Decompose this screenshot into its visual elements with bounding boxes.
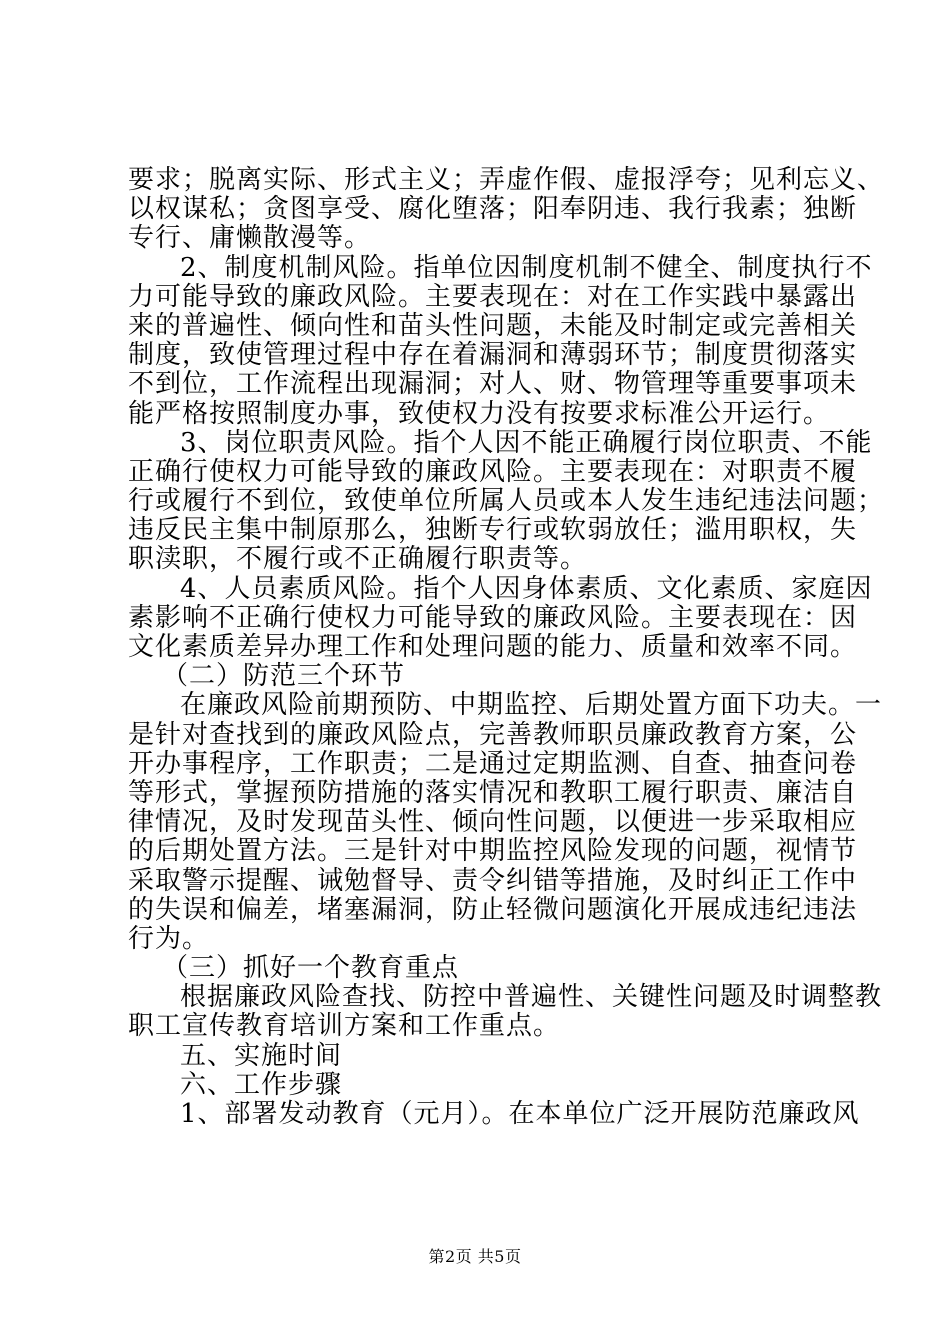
section-heading: 五、实施时间 [180, 1040, 343, 1071]
text-line: 采取警示提醒、诫勉督导、责令纠错等措施，及时纠正工作中 [128, 865, 858, 896]
text-line: 职渎职，不履行或不正确履行职责等。 [128, 544, 588, 575]
text-line: 等形式，掌握预防措施的落实情况和教职工履行职责、廉洁自 [128, 777, 858, 808]
text-line: 要求；脱离实际、形式主义；弄虚作假、虚报浮夸；见利忘义、 [128, 165, 885, 195]
text-line: 律情况，及时发现苗头性、倾向性问题，以便进一步采取相应 [128, 807, 858, 838]
text-line: 是针对查找到的廉政风险点，完善教师职员廉政教育方案，公 [128, 719, 858, 750]
paragraph-start: 根据廉政风险查找、防控中普遍性、关键性问题及时调整教 [180, 982, 883, 1013]
paragraph-start: 1、部署发动教育（元月）。在本单位广泛开展防范廉政风 [180, 1099, 860, 1129]
text-line: 素影响不正确行使权力可能导致的廉政风险。主要表现在：因 [128, 602, 858, 633]
text-line: 来的普遍性、倾向性和苗头性问题，未能及时制定或完善相关 [128, 310, 858, 341]
text-line: 正确行使权力可能导致的廉政风险。主要表现在：对职责不履 [128, 456, 858, 487]
text-line: 文化素质差异办理工作和处理问题的能力、质量和效率不同。 [128, 632, 858, 662]
text-line: 力可能导致的廉政风险。主要表现在：对在工作实践中暴露出 [128, 281, 858, 312]
text-line: 职工宣传教育培训方案和工作重点。 [128, 1011, 561, 1042]
section-heading: （三）抓好一个教育重点 [162, 953, 460, 984]
text-line: 制度，致使管理过程中存在着漏洞和薄弱环节；制度贯彻落实 [128, 340, 858, 371]
paragraph-start: 在廉政风险前期预防、中期监控、后期处置方面下功夫。一 [180, 690, 883, 721]
text-line: 以权谋私；贪图享受、腐化堕落；阳奉阴违、我行我素；独断 [128, 194, 858, 225]
text-line: 不到位，工作流程出现漏洞；对人、财、物管理等重要事项未 [128, 369, 858, 400]
text-line: 开办事程序，工作职责；二是通过定期监测、自查、抽查问卷 [128, 748, 858, 779]
section-heading: （二）防范三个环节 [162, 661, 406, 692]
text-line: 的失误和偏差，堵塞漏洞，防止轻微问题演化开展成违纪违法 [128, 894, 858, 925]
text-line: 违反民主集中制原那么，独断专行或软弱放任；滥用职权，失 [128, 515, 858, 546]
paragraph-start: 3、岗位职责风险。指个人因不能正确履行岗位职责、不能 [180, 427, 873, 458]
text-line: 行或履行不到位，致使单位所属人员或本人发生违纪违法问题； [128, 486, 885, 517]
paragraph-start: 4、人员素质风险。指个人因身体素质、文化素质、家庭因 [180, 573, 873, 604]
text-line: 行为。 [128, 923, 210, 954]
text-line: 专行、庸懒散漫等。 [128, 223, 372, 254]
text-line: 的后期处置方法。三是针对中期监控风险发现的问题，视情节 [128, 836, 858, 867]
paragraph-start: 2、制度机制风险。指单位因制度机制不健全、制度执行不 [180, 252, 873, 283]
section-heading: 六、工作步骤 [180, 1069, 343, 1100]
document-body [128, 165, 885, 1129]
text-line: 能严格按照制度办事，致使权力没有按要求标准公开运行。 [128, 398, 831, 429]
page-number-footer: 第2页 共5页 [428, 1247, 522, 1266]
